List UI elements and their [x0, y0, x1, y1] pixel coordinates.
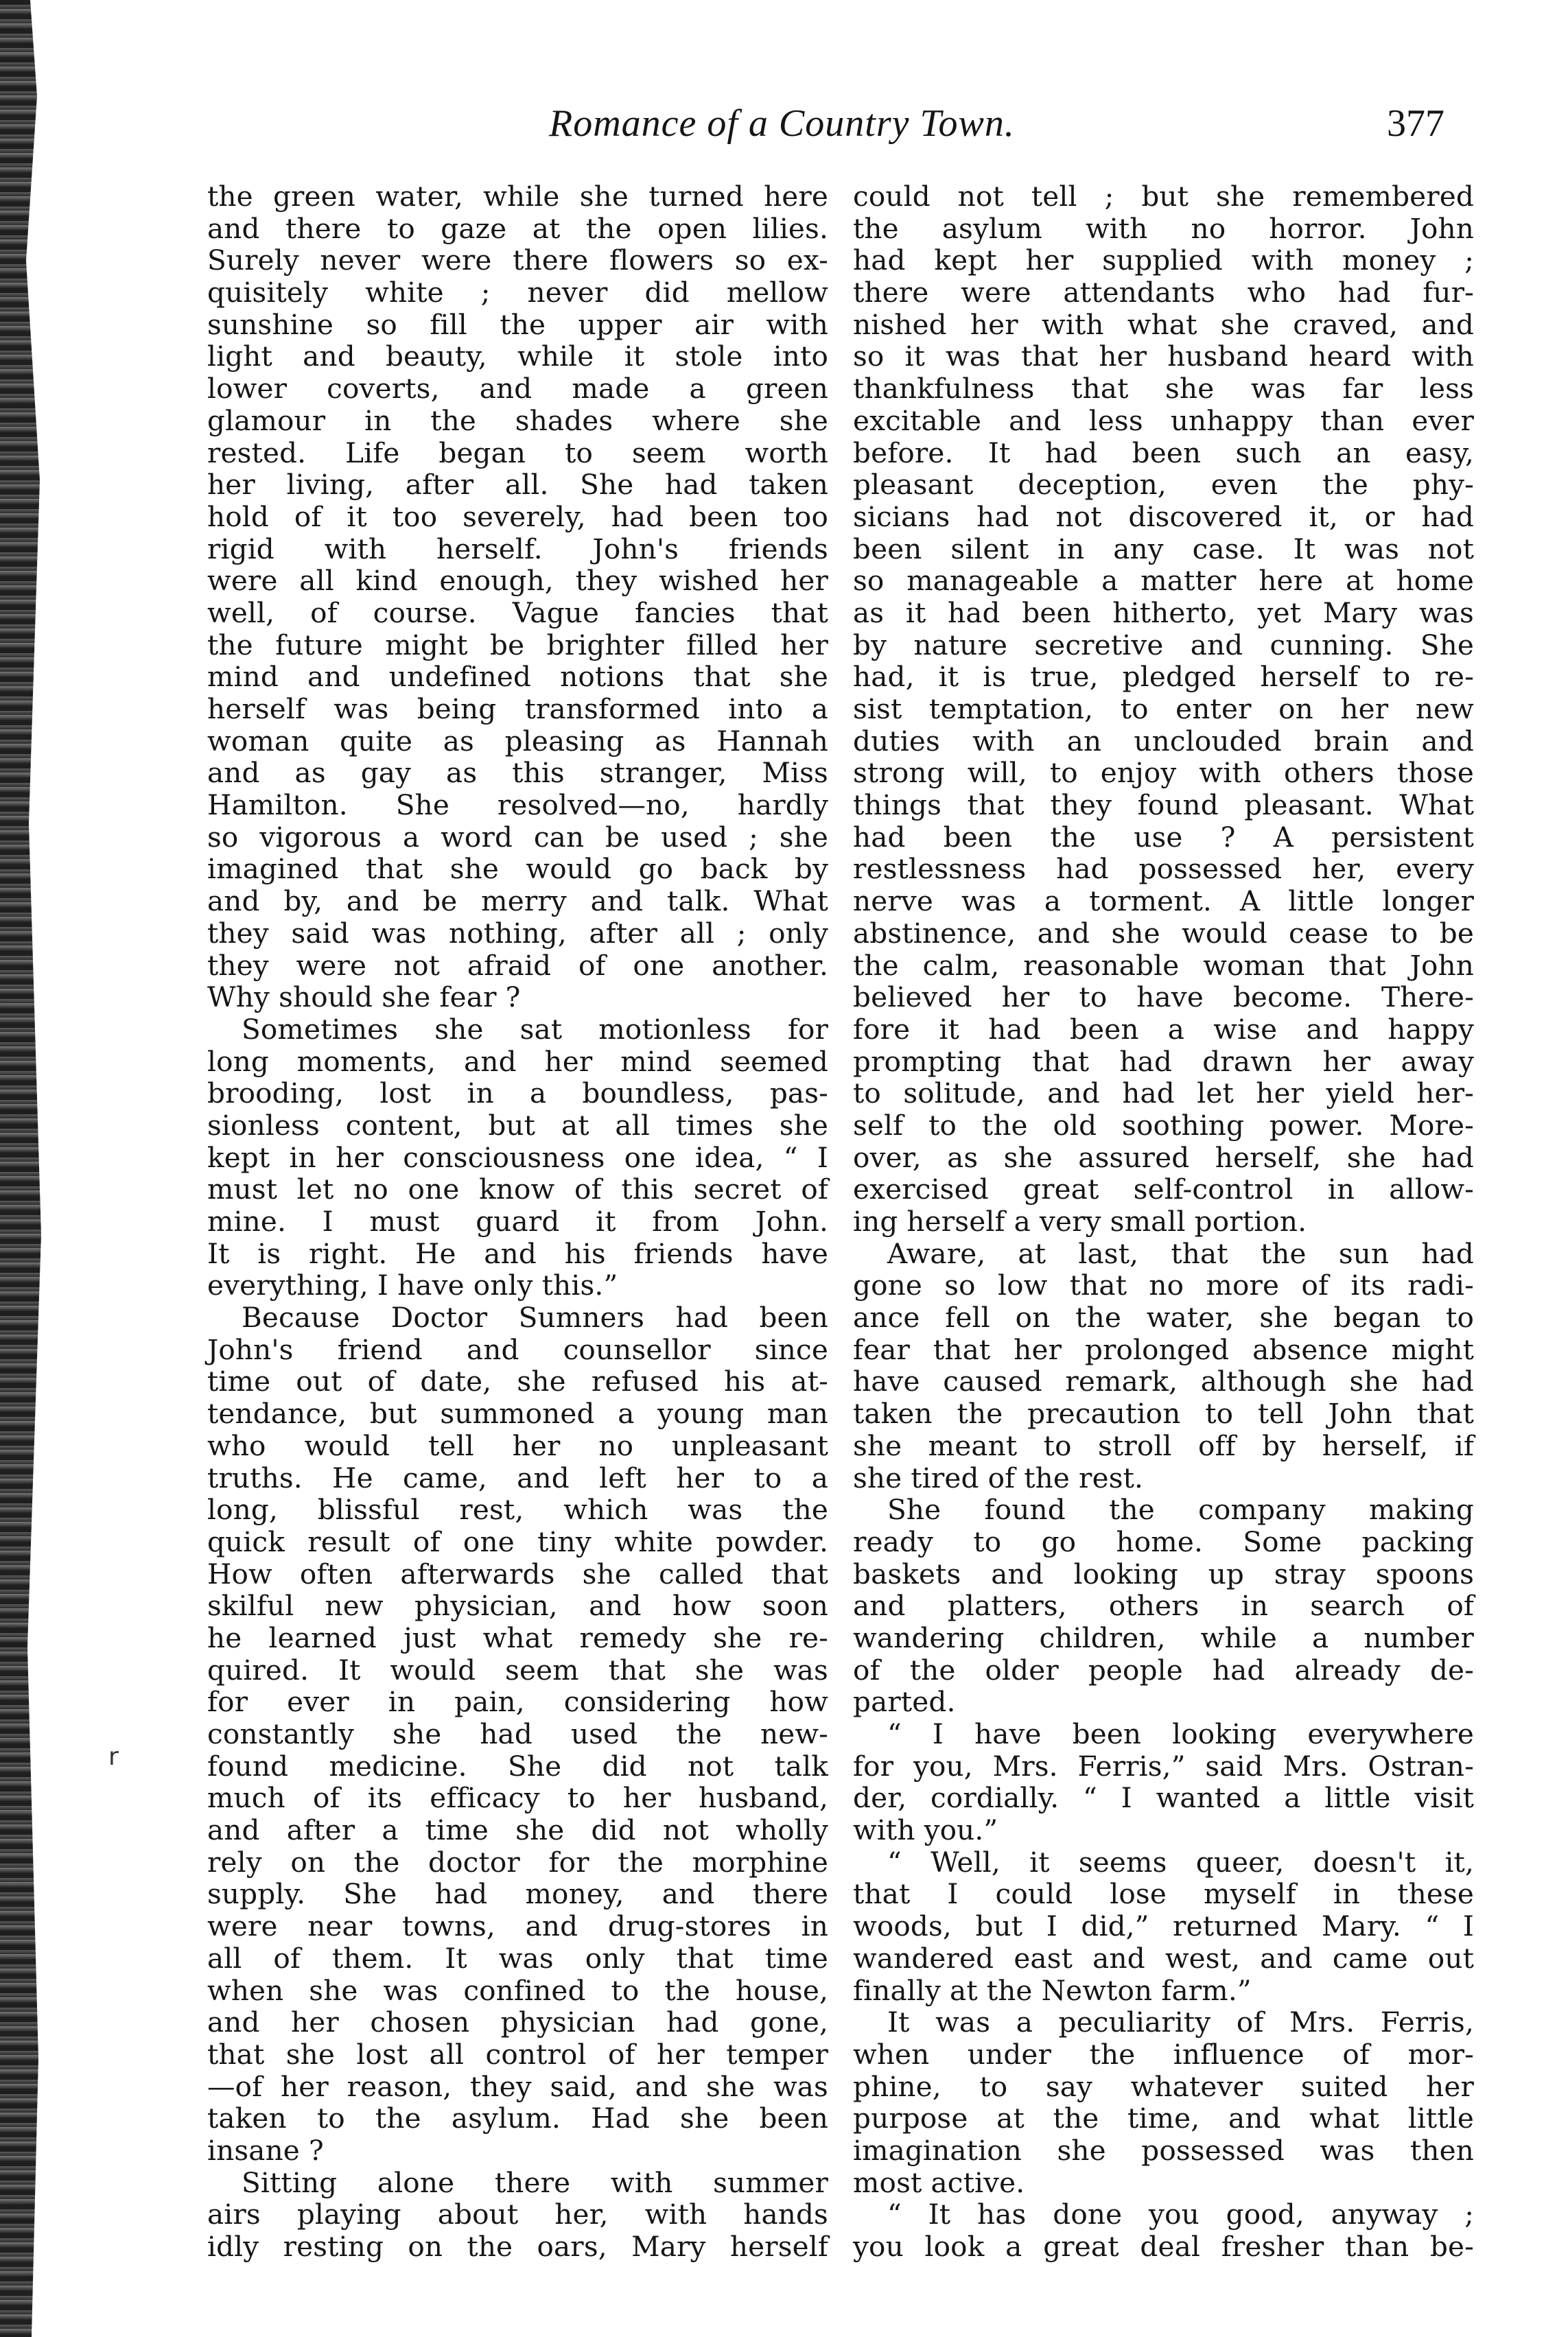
text-line: ing herself a very small portion.	[853, 1205, 1307, 1238]
text-line: the future might be brighter filled her	[207, 628, 828, 661]
text-line: abstinence, and she would cease to be	[853, 916, 1474, 950]
text-line: have caused remark, although she had	[853, 1365, 1474, 1398]
text-line: rely on the doctor for the morphine	[207, 1845, 828, 1879]
text-line: phine, to say whatever suited her	[853, 2069, 1474, 2103]
text-line: excitable and less unhappy than ever	[853, 403, 1474, 437]
text-line: supply. She had money, and there	[207, 1877, 828, 1911]
text-line: “ It has done you good, anyway ;	[887, 2198, 1474, 2231]
text-line: to solitude, and had let her yield her-	[853, 1077, 1474, 1110]
text-line: and there to gaze at the open lilies.	[207, 211, 828, 245]
text-line: constantly she had used the new-	[207, 1717, 828, 1750]
text-line: insane ?	[207, 2133, 324, 2167]
text-line: were near towns, and drug-stores in	[207, 1910, 828, 1943]
text-line: for you, Mrs. Ferris,” said Mrs. Ostran-	[853, 1749, 1474, 1783]
text-line: by nature secretive and cunning. She	[853, 628, 1474, 661]
text-line: truths. He came, and left her to a	[207, 1461, 828, 1494]
text-line: mind and undefined notions that she	[207, 660, 828, 694]
page-header	[549, 102, 1444, 156]
text-line: quick result of one tiny white powder.	[207, 1525, 828, 1558]
text-line: baskets and looking up stray spoons	[853, 1557, 1474, 1590]
text-line: woods, but I did,” returned Mary. “ I	[853, 1910, 1474, 1943]
text-line: It was a peculiarity of Mrs. Ferris,	[887, 2006, 1474, 2039]
text-line: were all kind enough, they wished her	[207, 564, 828, 598]
text-line: sunshine so fill the upper air with	[207, 307, 828, 341]
text-line: had, it is true, pledged herself to re-	[853, 660, 1474, 694]
text-line: much of its efficacy to her husband,	[207, 1781, 828, 1815]
running-head: Romance of a Country Town.	[549, 102, 1015, 145]
text-line: taken the precaution to tell John that	[853, 1397, 1474, 1431]
text-line: you look a great deal fresher than be-	[853, 2230, 1474, 2263]
text-line: Sitting alone there with summer	[242, 2165, 828, 2199]
text-line: sist temptation, to enter on her new	[853, 692, 1474, 725]
text-line: John's friend and counsellor since	[207, 1332, 828, 1366]
text-line: ance fell on the water, she began to	[853, 1301, 1474, 1335]
text-line: for ever in pain, considering how	[207, 1685, 828, 1719]
text-line: fear that her prolonged absence might	[853, 1332, 1474, 1366]
text-line: self to the old soothing power. More-	[853, 1108, 1474, 1142]
right-column	[853, 180, 1474, 2263]
text-line: kept in her consciousness one idea, “ I	[207, 1140, 828, 1174]
text-line: —of her reason, they said, and she was	[207, 2069, 828, 2103]
text-line: der, cordially. “ I wanted a little visit	[853, 1781, 1474, 1815]
text-line: duties with an unclouded brain and	[853, 724, 1474, 758]
text-line: rigid with herself. John's friends	[207, 532, 828, 565]
text-line: the green water, while she turned here	[207, 180, 828, 213]
text-line: sionless content, but at all times she	[207, 1108, 828, 1142]
text-line: rested. Life began to seem worth	[207, 436, 828, 469]
text-line: prompting that had drawn her away	[853, 1044, 1474, 1078]
text-line: as it had been hitherto, yet Mary was	[853, 596, 1474, 629]
text-line: they said was nothing, after all ; only	[207, 916, 828, 950]
text-line: had kept her supplied with money ;	[853, 244, 1474, 277]
text-line: imagined that she would go back by	[207, 852, 828, 886]
text-line: woman quite as pleasing as Hannah	[207, 724, 828, 758]
text-line: when she was confined to the house,	[207, 1973, 828, 2007]
text-line: strong will, to enjoy with others those	[853, 756, 1474, 790]
text-line: quisitely white ; never did mellow	[207, 276, 828, 309]
text-line: restlessness had possessed her, every	[853, 852, 1474, 886]
text-line: exercised great self-control in allow-	[853, 1173, 1474, 1206]
text-line: Hamilton. She resolved—no, hardly	[207, 788, 828, 822]
text-line: She found the company making	[887, 1493, 1474, 1527]
text-line: Aware, at last, that the sun had	[887, 1236, 1474, 1270]
text-line: everything, I have only this.”	[207, 1269, 618, 1302]
text-line: things that they found pleasant. What	[853, 788, 1474, 822]
text-line: “ I have been looking everywhere	[887, 1717, 1474, 1750]
text-line: that she lost all control of her temper	[207, 2037, 828, 2071]
text-line: fore it had been a wise and happy	[853, 1012, 1474, 1046]
text-line: so manageable a matter here at home	[853, 564, 1474, 598]
text-line: How often afterwards she called that	[207, 1557, 828, 1590]
text-line: parted.	[853, 1685, 956, 1719]
text-line: ready to go home. Some packing	[853, 1525, 1474, 1558]
text-line: when under the influence of mor-	[853, 2037, 1474, 2071]
text-line: sicians had not discovered it, or had	[853, 500, 1474, 533]
text-line: wandering children, while a number	[853, 1621, 1474, 1654]
text-line: Why should she fear ?	[207, 980, 521, 1014]
text-line: lower coverts, and made a green	[207, 372, 828, 406]
text-line: and as gay as this stranger, Miss	[207, 756, 828, 790]
text-line: there were attendants who had fur-	[853, 276, 1474, 309]
text-line: Sometimes she sat motionless for	[242, 1012, 828, 1046]
left-column	[207, 180, 828, 2263]
text-line: so it was that her husband heard with	[853, 340, 1474, 373]
text-line: believed her to have become. There-	[853, 980, 1474, 1014]
text-line: and platters, others in search of	[853, 1589, 1474, 1623]
text-line: hold of it too severely, had been too	[207, 500, 828, 533]
text-line: gone so low that no more of its radi-	[853, 1269, 1474, 1302]
text-line: finally at the Newton farm.”	[853, 1973, 1252, 2007]
text-line: found medicine. She did not talk	[207, 1749, 828, 1783]
text-line: who would tell her no unpleasant	[207, 1429, 828, 1462]
text-line: he learned just what remedy she re-	[207, 1621, 828, 1654]
text-line: she tired of the rest.	[853, 1461, 1144, 1494]
text-line: of the older people had already de-	[853, 1653, 1474, 1687]
text-line: pleasant deception, even the phy-	[853, 468, 1474, 502]
text-line: herself was being transformed into a	[207, 692, 828, 725]
text-line: had been the use ? A persistent	[853, 820, 1474, 854]
text-line: thankfulness that she was far less	[853, 372, 1474, 406]
text-line: well, of course. Vague fancies that	[207, 596, 828, 629]
text-line: all of them. It was only that time	[207, 1941, 828, 1975]
text-line: with you.”	[853, 1813, 998, 1847]
text-line: mine. I must guard it from John.	[207, 1205, 828, 1238]
text-line: they were not afraid of one another.	[207, 948, 828, 982]
margin-mark: r	[108, 1743, 119, 1771]
text-line: and her chosen physician had gone,	[207, 2006, 828, 2039]
text-line: long, blissful rest, which was the	[207, 1493, 828, 1527]
text-line: nerve was a torment. A little longer	[853, 884, 1474, 918]
text-line: imagination she possessed was then	[853, 2133, 1474, 2167]
text-line: It is right. He and his friends have	[207, 1236, 828, 1270]
text-line: nished her with what she craved, and	[853, 307, 1474, 341]
text-line: the calm, reasonable woman that John	[853, 948, 1474, 982]
text-line: over, as she assured herself, she had	[853, 1140, 1474, 1174]
text-line: the asylum with no horror. John	[853, 211, 1474, 245]
text-line: before. It had been such an easy,	[853, 436, 1474, 469]
text-line: brooding, lost in a boundless, pas-	[207, 1077, 828, 1110]
text-line: long moments, and her mind seemed	[207, 1044, 828, 1078]
text-line: taken to the asylum. Had she been	[207, 2102, 828, 2135]
text-line: Because Doctor Sumners had been	[242, 1301, 828, 1335]
text-line: skilful new physician, and how soon	[207, 1589, 828, 1623]
text-line: most active.	[853, 2165, 1025, 2199]
text-line: “ Well, it seems queer, doesn't it,	[887, 1845, 1474, 1879]
text-line: that I could lose myself in these	[853, 1877, 1474, 1911]
text-line: must let no one know of this secret of	[207, 1173, 828, 1206]
text-line: airs playing about her, with hands	[207, 2198, 828, 2231]
text-line: tendance, but summoned a young man	[207, 1397, 828, 1431]
text-line: been silent in any case. It was not	[853, 532, 1474, 565]
text-line: could not tell ; but she remembered	[853, 180, 1474, 213]
text-line: quired. It would seem that she was	[207, 1653, 828, 1687]
text-line: idly resting on the oars, Mary herself	[207, 2230, 828, 2263]
page-number: 377	[1387, 102, 1444, 145]
text-line: purpose at the time, and what little	[853, 2102, 1474, 2135]
text-line: glamour in the shades where she	[207, 403, 828, 437]
text-line: she meant to stroll off by herself, if	[853, 1429, 1474, 1462]
text-line: her living, after all. She had taken	[207, 468, 828, 502]
text-line: so vigorous a word can be used ; she	[207, 820, 828, 854]
text-line: Surely never were there flowers so ex-	[207, 244, 828, 277]
text-line: time out of date, she refused his at-	[207, 1365, 828, 1398]
page-binding-edge	[0, 0, 43, 2337]
text-line: light and beauty, while it stole into	[207, 340, 828, 373]
text-line: and by, and be merry and talk. What	[207, 884, 828, 918]
text-line: and after a time she did not wholly	[207, 1813, 828, 1847]
text-line: wandered east and west, and came out	[853, 1941, 1474, 1975]
